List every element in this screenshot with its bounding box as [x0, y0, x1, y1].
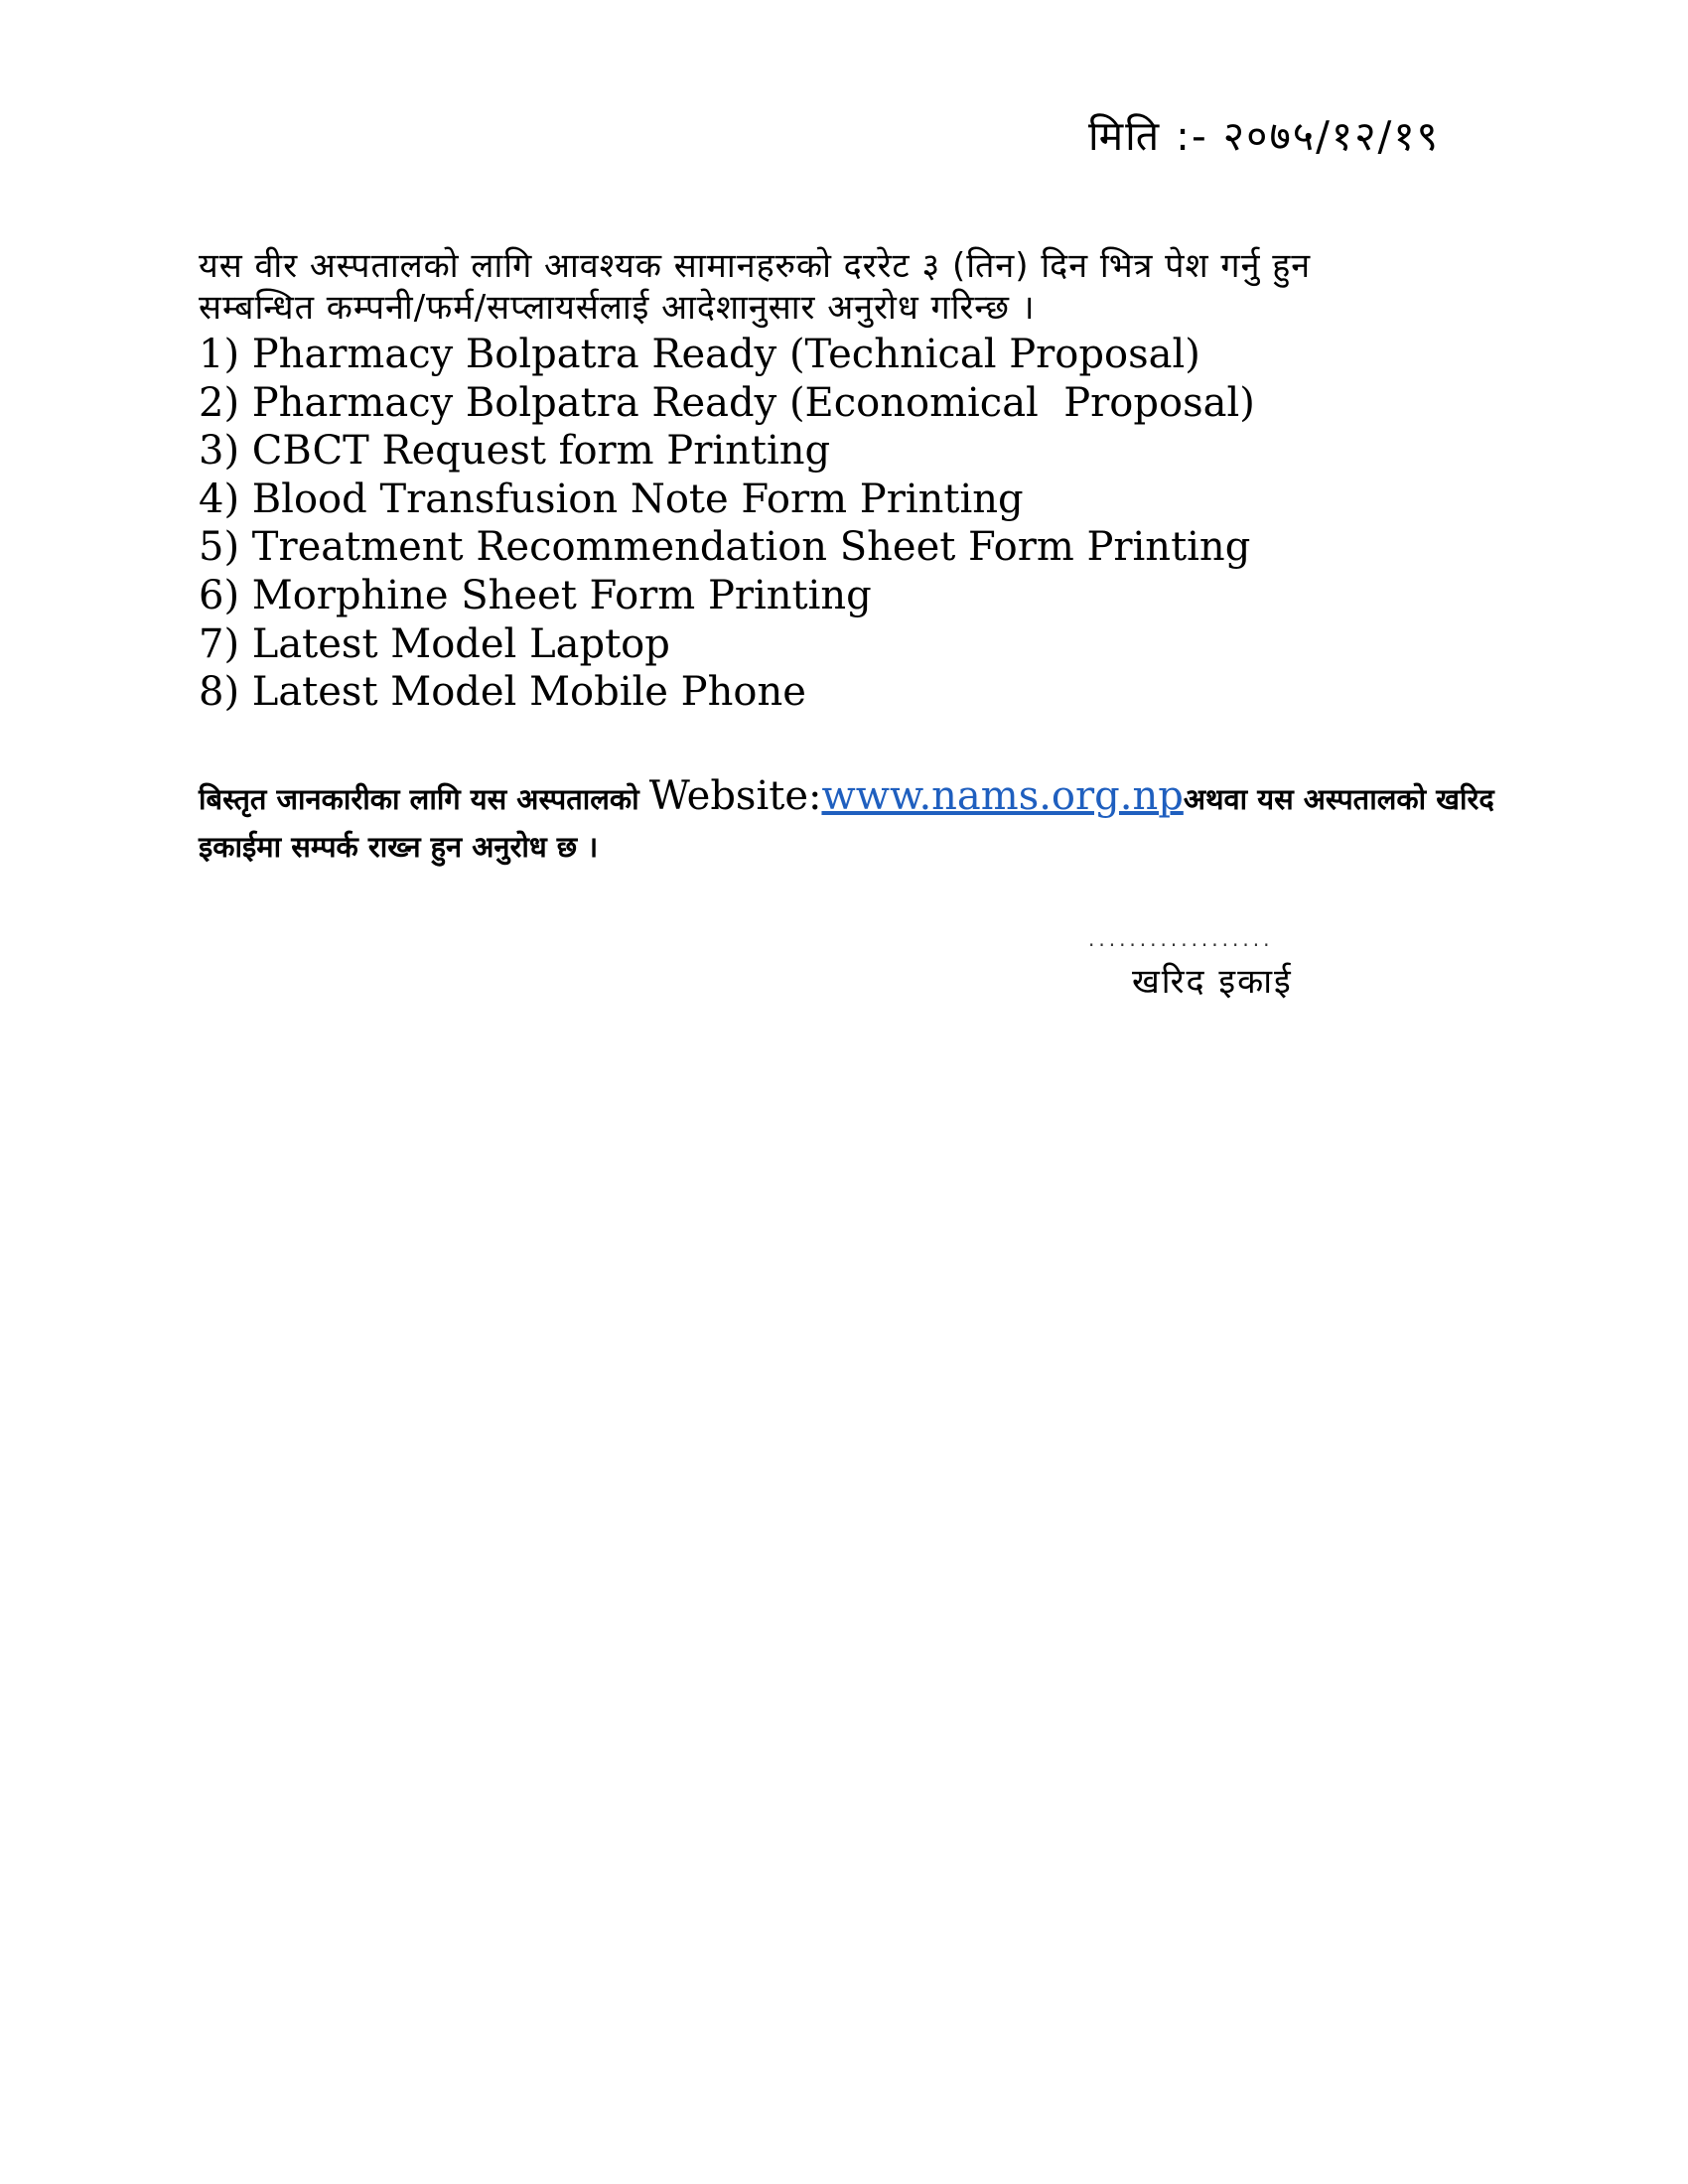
signature-dots: .................. — [1088, 927, 1274, 951]
website-note-suffix: अथवा यस अस्पतालको खरिद — [1183, 782, 1494, 816]
intro-line-1: यस वीर अस्पतालको लागि आवश्यक सामानहरुको दररेट ३ (तिन) दिन भित्र पेश गर्नु हुन — [199, 246, 1312, 286]
list-item: 2) Pharmacy Bolpatra Ready (Economical Proposal) — [199, 379, 1255, 426]
list-item: 5) Treatment Recommendation Sheet Form Printing — [199, 524, 1251, 571]
intro-paragraph — [199, 245, 1529, 329]
intro-line-2: सम्बन्धित कम्पनी/फर्म/सप्लायर्सलाई आदेशानुसार अनुरोध गरिन्छ । — [199, 288, 1036, 328]
website-label: Website: — [648, 773, 822, 819]
website-note-line-1 — [199, 772, 1589, 823]
list-item: 1) Pharmacy Bolpatra Ready (Technical Proposal) — [199, 332, 1200, 377]
website-note-line-2: इकाईमा सम्पर्क राख्न हुन अनुरोध छ । — [199, 830, 599, 864]
list-item: 4) Blood Transfusion Note Form Printing — [199, 476, 1024, 522]
item-list — [199, 331, 1255, 717]
list-item: 6) Morphine Sheet Form Printing — [199, 572, 872, 618]
date-line: मिति :- २०७५/१२/१९ — [1088, 112, 1440, 160]
website-link[interactable]: www.nams.org.np — [821, 773, 1184, 819]
list-item: 8) Latest Model Mobile Phone — [199, 669, 806, 716]
website-note — [199, 772, 1589, 871]
list-item: 3) CBCT Request form Printing — [199, 428, 831, 475]
list-item: 7) Latest Model Laptop — [199, 620, 670, 667]
website-note-prefix: बिस्तृत जानकारीका लागि यस अस्पतालको — [199, 782, 649, 816]
signature-label: खरिद इकाई — [1132, 962, 1293, 1002]
